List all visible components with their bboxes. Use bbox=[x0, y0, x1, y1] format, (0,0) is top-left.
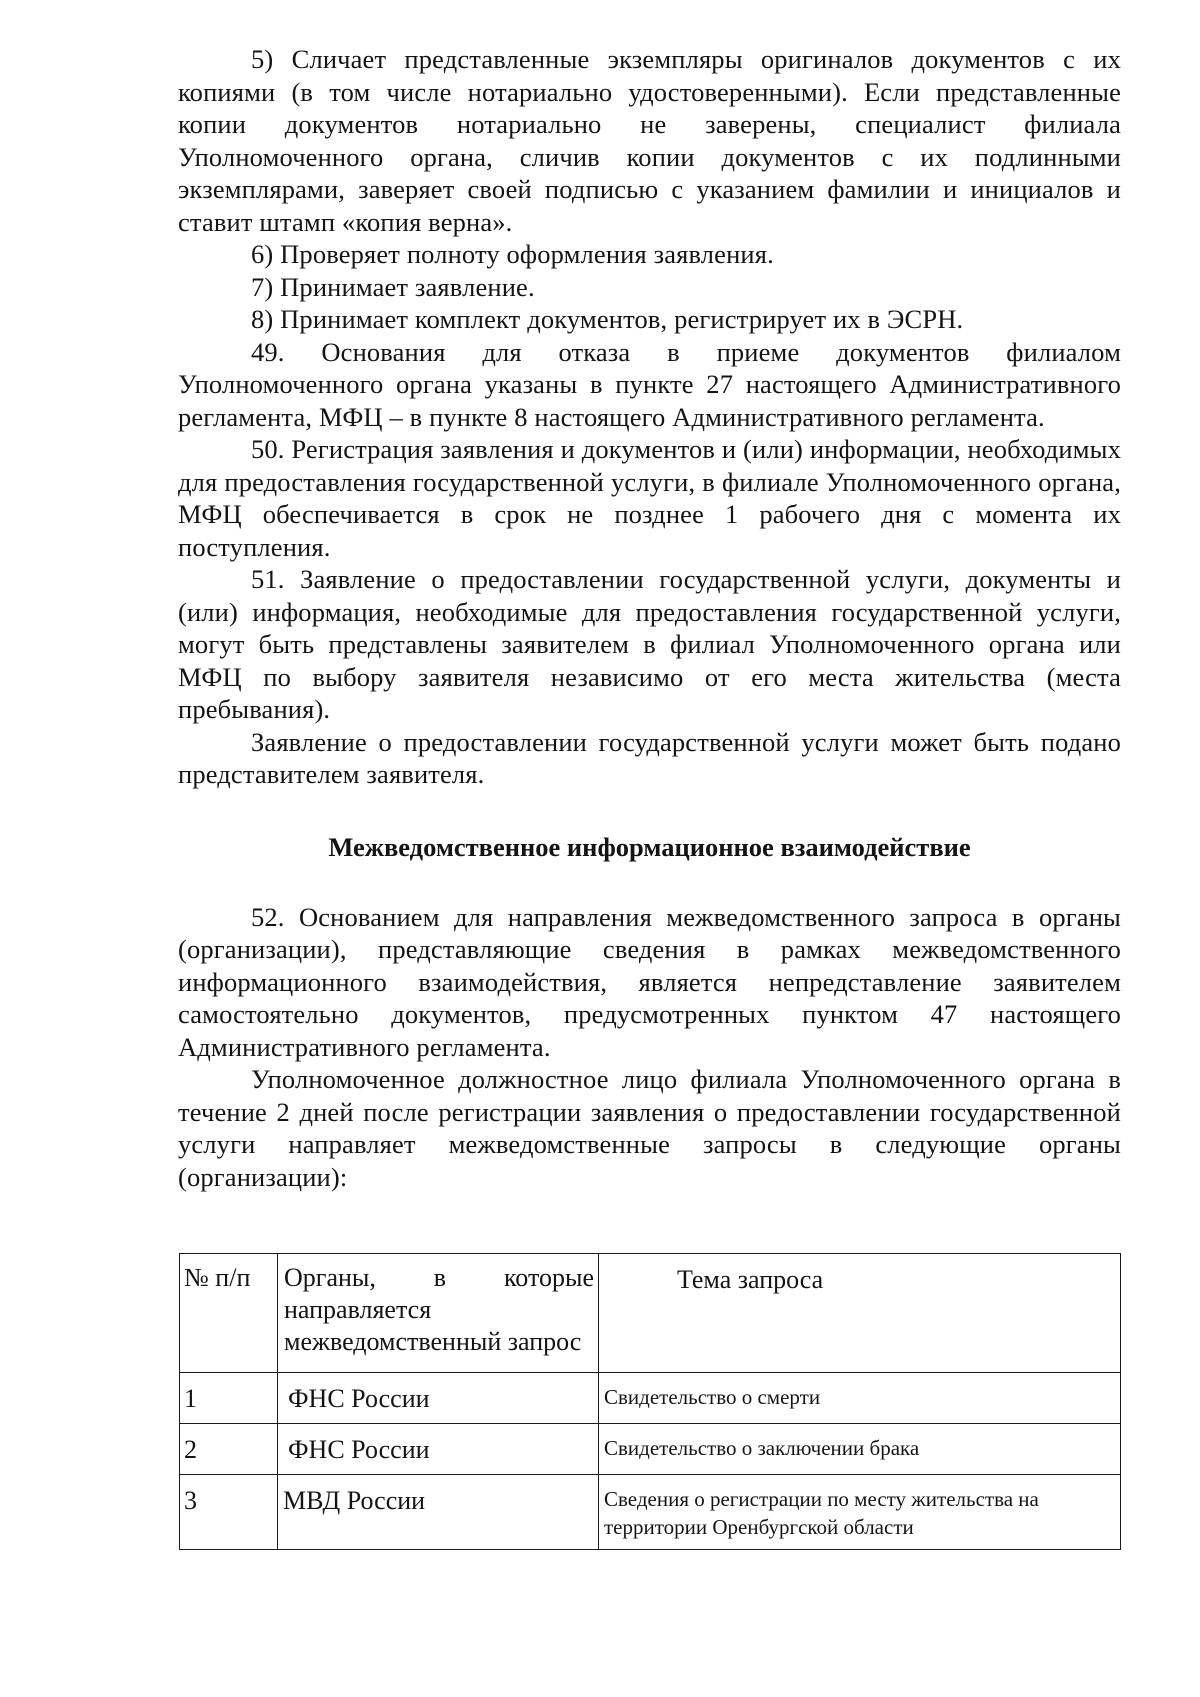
row-organization: ФНС России bbox=[278, 1424, 599, 1475]
header-organization-line1: Органы, в которые bbox=[284, 1263, 594, 1292]
row-organization: МВД России bbox=[278, 1475, 599, 1550]
header-number: № п/п bbox=[180, 1254, 278, 1373]
table-header-row bbox=[180, 1254, 1121, 1373]
paragraph-item-7: 7) Принимает заявление. bbox=[251, 271, 535, 302]
paragraph-item-5: 5) Сличает представленные экземпляры оригиналов документов с их копиями (в том числе нотариально удостоверенными). Если представленные копии документов нотариально не заверены, специалист филиала Уполномоченного органа, сличив копии документов с их подлинными экземплярами, заверяет своей подписью с указанием фамилии и инициалов и ставит штамп «копия верна». bbox=[178, 44, 1121, 237]
header-organization-rest: направляется межведомственный запрос bbox=[284, 1295, 582, 1356]
row-topic: Свидетельство о заключении брака bbox=[599, 1424, 1121, 1475]
paragraph-representative: Заявление о предоставлении государственной услуги может быть подано представителем заявителя. bbox=[178, 726, 1121, 789]
row-number: 3 bbox=[180, 1475, 278, 1550]
header-organization bbox=[278, 1254, 599, 1373]
paragraph-50: 50. Регистрация заявления и документов и (или) информации, необходимых для предоставления государственной услуги, в филиале Уполномоченного органа, МФЦ обеспечивается в срок не позднее 1 рабочего дня с момента их поступления. bbox=[178, 434, 1121, 562]
paragraph-official-requests: Уполномоченное должностное лицо филиала Уполномоченного органа в течение 2 дней после регистрации заявления о предоставлении государственной услуги направляет межведомственные запросы в следующие органы (организации): bbox=[178, 1064, 1121, 1192]
row-number: 2 bbox=[180, 1424, 278, 1475]
row-number: 1 bbox=[180, 1373, 278, 1424]
table-row bbox=[180, 1424, 1121, 1475]
section-heading: Межведомственное информационное взаимодействие bbox=[328, 831, 971, 862]
paragraph-51: 51. Заявление о предоставлении государственной услуги, документы и (или) информация, необходимые для предоставления государственной услуги, могут быть представлены заявителем в филиал Уполномоченного органа или МФЦ по выбору заявителя независимо от его места жительства (места пребывания). bbox=[178, 564, 1121, 724]
table-row bbox=[180, 1475, 1121, 1550]
paragraph-52: 52. Основанием для направления межведомственного запроса в органы (организации), представляющие сведения в рамках межведомственного информационного взаимодействия, является непредставление заявителем самостоятельно документов, предусмотренных пунктом 47 настоящего Административного регламента. bbox=[178, 901, 1121, 1062]
paragraph-49: 49. Основания для отказа в приеме документов филиалом Уполномоченного органа указаны в пункте 27 настоящего Административного регламента, МФЦ – в пункте 8 настоящего Административного регламента. bbox=[178, 336, 1121, 432]
document-body bbox=[178, 43, 1121, 1193]
interagency-requests-table bbox=[179, 1253, 1121, 1550]
row-organization: ФНС России bbox=[278, 1373, 599, 1424]
paragraph-item-6: 6) Проверяет полноту оформления заявления. bbox=[251, 239, 774, 269]
row-topic: Свидетельство о смерти bbox=[599, 1373, 1121, 1424]
table-row bbox=[180, 1373, 1121, 1424]
row-topic: Сведения о регистрации по месту жительства на территории Оренбургской области bbox=[599, 1475, 1121, 1550]
header-topic: Тема запроса bbox=[599, 1254, 1121, 1373]
paragraph-item-8: 8) Принимает комплект документов, регистрирует их в ЭСРН. bbox=[251, 304, 964, 334]
